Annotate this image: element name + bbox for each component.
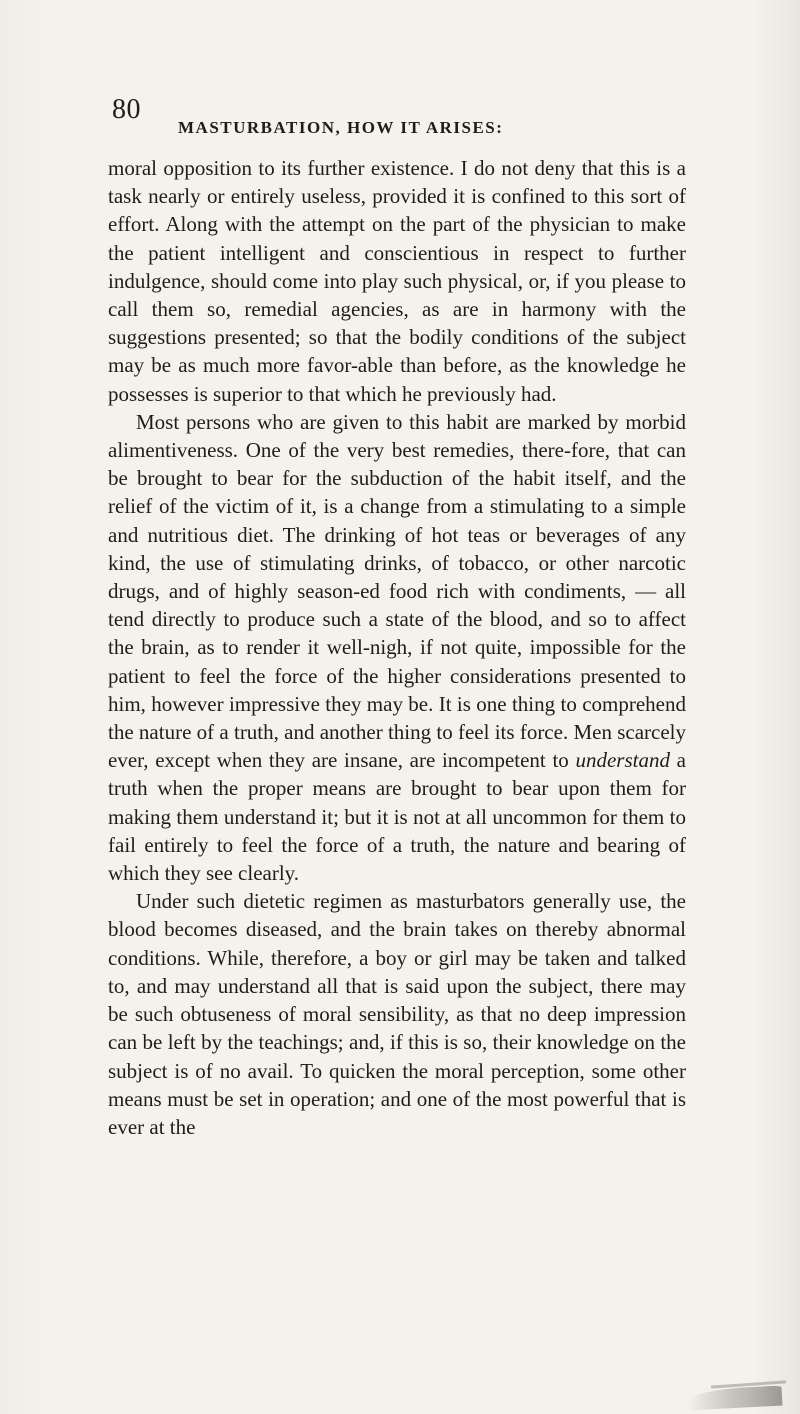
- italic-word: understand: [575, 748, 670, 773]
- paragraph-2: [108, 408, 686, 887]
- paragraph-2-part-2: a truth when the proper means are brought to bear upon them for making them understand it; but it is not at all uncommon for them to fail entirely to feel the force of a truth, the nature and bearing of which they see clearly.: [108, 748, 686, 886]
- paragraph-2-part-1: Most persons who are given to this habit are marked by morbid alimentiveness. One of the very best remedies, there-fore, that can be brought to bear for the subduction of the habit itself, and the relief of the victim of it, is a change from a stimulating to a simple and nutritious diet. The drinking of hot teas or beverages of any kind, the use of stimulating drinks, of tobacco, or other narcotic drugs, and of highly season-ed food rich with condiments, — all tend directly to produce such a state of the blood, and so to affect the brain, as to render it well-nigh, if not quite, impossible for the patient to feel the force of the higher considerations presented to him, however impressive they may be. It is one thing to comprehend the nature of a truth, and another thing to feel its force. Men scarcely ever, except when they are insane, are incompetent to: [108, 409, 686, 773]
- page-corner-shadow: [687, 1386, 783, 1411]
- paragraph-1: moral opposition to its further existence. I do not deny that this is a task nearly or entirely useless, provided it is confined to this sort of effort. Along with the attempt on the part of the physician to make the patient intelligent and conscientious in respect to further indulgence, should come into play such physical, or, if you please to call them so, remedial agencies, as are in harmony with the suggestions presented; so that the bodily conditions of the subject may be as much more favor-able than before, as the knowledge he possesses is superior to that which he previously had.: [108, 156, 686, 406]
- page-number: 80: [112, 94, 141, 125]
- paragraph-3: Under such dietetic regimen as masturbators generally use, the blood becomes diseased, and the brain takes on thereby abnormal conditions. While, therefore, a boy or girl may be taken and talked to, and may understand all that is said upon the subject, there may be such obtuseness of moral sensibility, as that no deep impression can be left by the teachings; and, if this is so, their knowledge on the subject is of no avail. To quicken the moral perception, some other means must be set in operation; and one of the most powerful that is ever at the: [108, 889, 686, 1139]
- running-head: MASTURBATION, HOW IT ARISES:: [178, 118, 504, 137]
- body-text: [108, 154, 686, 1141]
